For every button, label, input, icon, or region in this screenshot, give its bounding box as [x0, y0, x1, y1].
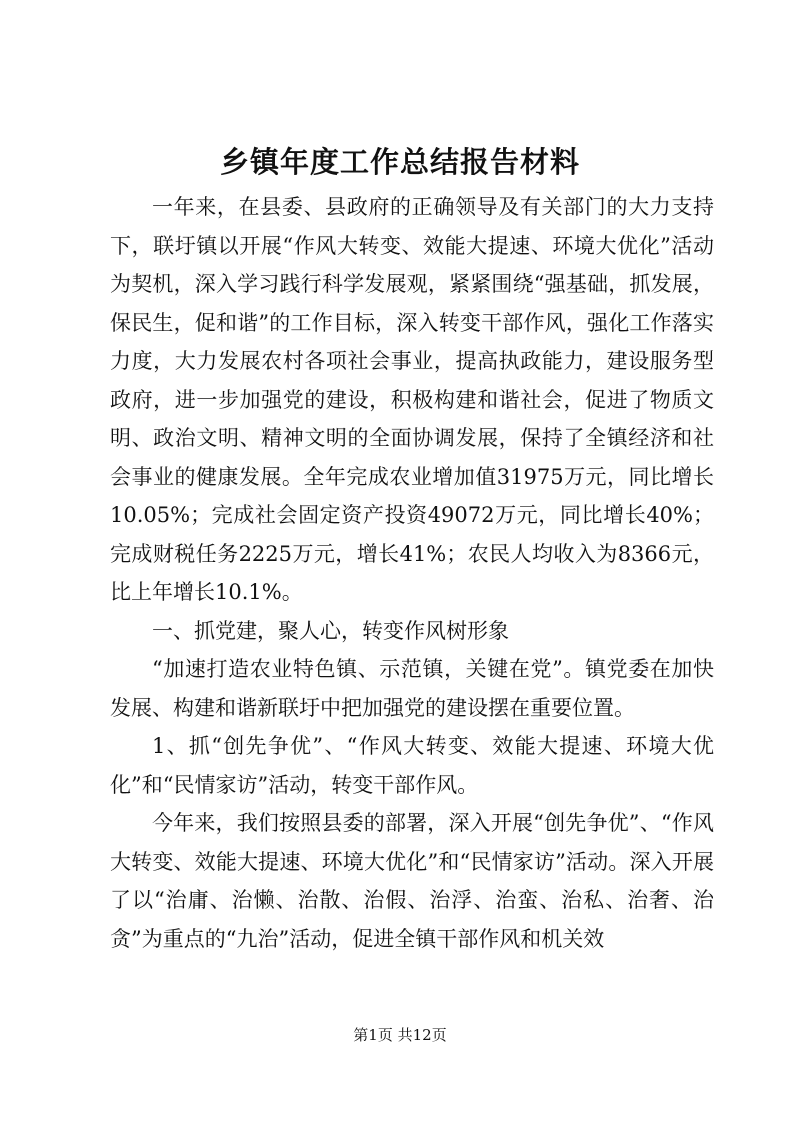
paragraph-intro: 一年来，在县委、县政府的正确领导及有关部门的大力支持下，联圩镇以开展“作风大转变、效能大提速、环境大优化”活动为契机，深入学习践行科学发展观，紧紧围绕“强基础，抓发展，保民生，促和谐”的工作目标，深入转变干部作风，强化工作落实力度，大力发展农村各项社会事业，提高执政能力，建设服务型政府，进一步加强党的建设，积极构建和谐社会，促进了物质文明、政治文明、精神文明的全面协调发展，保持了全镇经济和社会事业的健康发展。全年完成农业增加值31975万元，同比增长10.05%；完成社会固定资产投资49072万元，同比增长40%；完成财税任务2225万元，增长41%；农民人均收入为8366元，比上年增长10.1%。: [110, 195, 714, 604]
section-heading-party-building: 一、抓党建，聚人心，转变作风树形象: [152, 618, 509, 643]
document-title: 乡镇年度工作总结报告材料: [219, 145, 580, 179]
paragraph-campaign: 今年来，我们按照县委的部署，深入开展“创先争优”、“作风大转变、效能大提速、环境大优化”和“民情家访”活动。深入开展了以“治庸、治懒、治散、治假、治浮、治蛮、治私、治奢、治贪”为重点的“九治”活动，促进全镇干部作风和机关效: [110, 811, 714, 951]
subsection-heading-1: 1、抓“创先争优”、“作风大转变、效能大提速、环境大优化”和“民情家访”活动，转变干部作风。: [110, 734, 714, 797]
document-body: [110, 188, 714, 958]
page-footer: 第1页 共12页: [353, 1026, 447, 1044]
paragraph-party-key: “加速打造农业特色镇、示范镇，关键在党”。镇党委在加快发展、构建和谐新联圩中把加强党的建设摆在重要位置。: [110, 657, 714, 720]
